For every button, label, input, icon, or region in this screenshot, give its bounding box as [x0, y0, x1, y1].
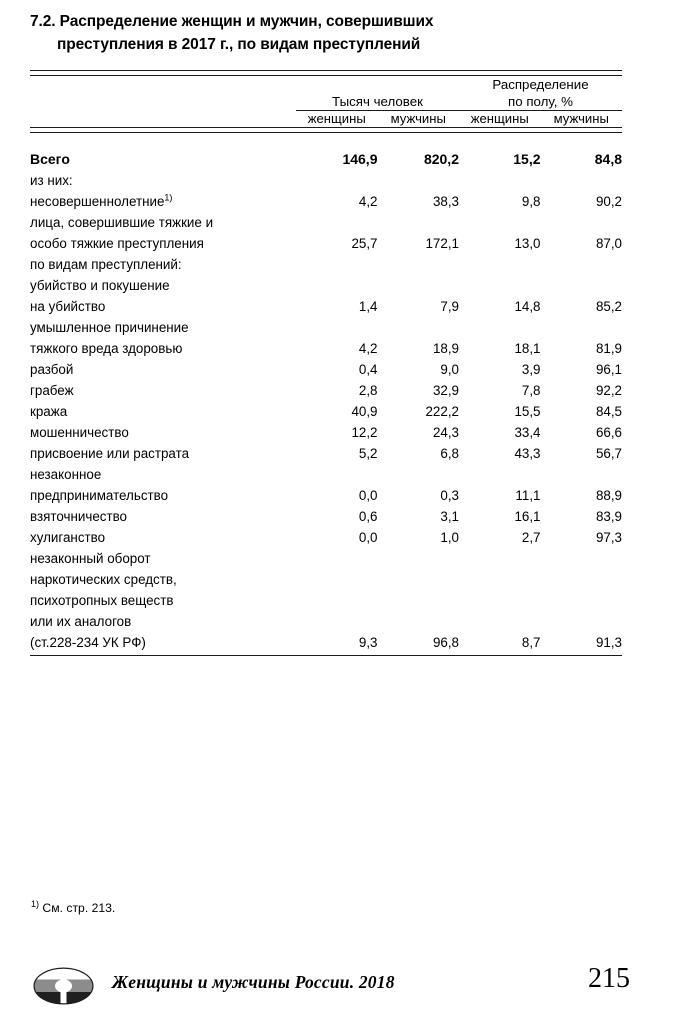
- row-value-1: 146,9: [342, 151, 378, 167]
- header-sub-women-percent: женщины: [470, 111, 529, 126]
- page-title: [30, 10, 630, 56]
- row-value-4: 81,9: [595, 341, 622, 356]
- row-label: незаконное предпринимательство: [30, 467, 169, 503]
- row-value-4: 87,0: [595, 236, 622, 251]
- row-value-2: 222,2: [425, 404, 459, 419]
- row-value-3: 33,4: [514, 425, 541, 440]
- header-group-distribution-line-1: Распределение: [492, 77, 589, 92]
- row-value-2: 24,3: [432, 425, 459, 440]
- row-value-4: 66,6: [595, 425, 622, 440]
- header-sub-blank: [30, 111, 296, 128]
- header-sub-men-percent: мужчины: [553, 111, 609, 126]
- row-value-3: 18,1: [514, 341, 541, 356]
- row-label: взяточничество: [30, 509, 128, 524]
- rosstat-logo-icon: [33, 967, 94, 1005]
- table-row: [30, 548, 622, 656]
- table-row: [30, 359, 622, 380]
- row-value-4: 84,8: [594, 151, 622, 167]
- table-row: [30, 254, 622, 275]
- page-title-line-1: 7.2. Распределение женщин и мужчин, совершивших: [30, 13, 434, 30]
- row-value-1: 4,2: [358, 194, 378, 209]
- row-value-3: 43,3: [514, 446, 541, 461]
- row-value-2: 18,9: [432, 341, 459, 356]
- row-value-1: 40,9: [351, 404, 378, 419]
- statistics-table-container: [30, 70, 622, 657]
- row-value-3: 9,8: [521, 194, 541, 209]
- table-header-sub-row: [30, 111, 622, 128]
- row-value-4: 97,3: [595, 530, 622, 545]
- footnote: [31, 900, 115, 916]
- row-value-4: 90,2: [595, 194, 622, 209]
- row-value-3: 3,9: [521, 362, 541, 377]
- row-value-4: 85,2: [595, 299, 622, 314]
- table-row: [30, 443, 622, 464]
- row-value-1: 2,8: [358, 383, 378, 398]
- row-value-3: 15,2: [513, 151, 541, 167]
- row-value-4: 83,9: [595, 509, 622, 524]
- table-header: [30, 71, 622, 133]
- table-row: [30, 422, 622, 443]
- footnote-marker: 1): [31, 898, 40, 909]
- row-value-1: 0,0: [358, 530, 378, 545]
- row-label: по видам преступлений:: [30, 257, 182, 272]
- row-label: кража: [30, 404, 68, 419]
- row-value-2: [378, 254, 460, 275]
- row-label-superscript: 1): [164, 192, 173, 203]
- row-value-4: 91,3: [595, 635, 622, 650]
- row-label: хулиганство: [30, 530, 106, 545]
- table-row: [30, 191, 622, 212]
- statistics-table: [30, 70, 622, 657]
- row-label: убийство и покушение на убийство: [30, 278, 170, 314]
- row-value-3: 13,0: [514, 236, 541, 251]
- row-value-3: 16,1: [514, 509, 541, 524]
- row-value-3: 2,7: [521, 530, 541, 545]
- row-value-2: 7,9: [440, 299, 459, 314]
- row-value-1: 4,2: [358, 341, 378, 356]
- header-sub-women-thousands: женщины: [307, 111, 366, 126]
- table-row: [30, 506, 622, 527]
- row-value-4: 88,9: [595, 488, 622, 503]
- row-value-1: 0,6: [358, 509, 378, 524]
- row-value-1: 0,4: [358, 362, 378, 377]
- row-label: умышленное причинение тяжкого вреда здоровью: [30, 320, 189, 356]
- row-value-1: 1,4: [358, 299, 378, 314]
- table-body: [30, 133, 622, 656]
- table-row: [30, 212, 622, 254]
- row-value-4: 96,1: [595, 362, 622, 377]
- row-label: лица, совершившие тяжкие и особо тяжкие преступления: [30, 215, 214, 251]
- row-value-3: [459, 254, 541, 275]
- row-value-1: 9,3: [358, 635, 378, 650]
- row-label: незаконный оборот наркотических средств, психотропных веществ или их аналогов (ст.228-234 УК РФ): [30, 551, 177, 650]
- row-value-1: [296, 170, 378, 191]
- footer-publication-title: Женщины и мужчины России. 2018: [112, 972, 395, 992]
- row-value-2: [378, 170, 460, 191]
- page-footer: [0, 962, 685, 1012]
- footnote-text: См. стр. 213.: [42, 901, 116, 915]
- row-value-2: 9,0: [440, 362, 459, 377]
- table-row: [30, 464, 622, 506]
- row-value-2: 32,9: [432, 383, 459, 398]
- row-value-4: 56,7: [595, 446, 622, 461]
- row-value-3: 11,1: [515, 488, 541, 503]
- row-value-1: 5,2: [358, 446, 378, 461]
- header-corner-blank: [30, 76, 296, 111]
- page-number: 215: [588, 963, 630, 994]
- table-row: [30, 275, 622, 317]
- row-value-2: 6,8: [440, 446, 459, 461]
- table-row: [30, 317, 622, 359]
- row-value-3: 14,8: [514, 299, 541, 314]
- row-value-4: 84,5: [595, 404, 622, 419]
- row-value-3: 8,7: [521, 635, 541, 650]
- header-group-distribution-line-2: по полу, %: [508, 94, 573, 109]
- row-value-3: 7,8: [521, 383, 541, 398]
- row-value-3: [459, 170, 541, 191]
- header-group-thousands: Тысяч человек: [296, 76, 459, 111]
- row-value-2: 0,3: [440, 488, 459, 503]
- row-label: Всего: [30, 151, 70, 167]
- table-header-group-row: [30, 76, 622, 111]
- row-value-1: 0,0: [358, 488, 378, 503]
- row-value-4: [541, 170, 623, 191]
- row-value-1: 25,7: [351, 236, 378, 251]
- row-value-4: 92,2: [595, 383, 622, 398]
- row-label: присвоение или растрата: [30, 446, 190, 461]
- row-value-1: [296, 254, 378, 275]
- row-value-2: 172,1: [425, 236, 459, 251]
- row-value-2: 3,1: [440, 509, 459, 524]
- row-value-2: 1,0: [440, 530, 459, 545]
- table-row: [30, 527, 622, 548]
- row-label: грабеж: [30, 383, 74, 398]
- header-group-distribution: [459, 76, 622, 111]
- row-label: мошенничество: [30, 425, 129, 440]
- row-value-2: 96,8: [432, 635, 459, 650]
- row-value-2: 820,2: [423, 151, 459, 167]
- row-value-1: 12,2: [351, 425, 378, 440]
- header-sub-men-thousands: мужчины: [390, 111, 446, 126]
- page-title-line-2: преступления в 2017 г., по видам преступлений: [57, 36, 421, 53]
- table-row: [30, 380, 622, 401]
- table-footer: [30, 656, 622, 658]
- table-row: [30, 170, 622, 191]
- table-bottom-rule: [30, 656, 622, 658]
- row-label: из них:: [30, 173, 73, 188]
- table-row: [30, 401, 622, 422]
- row-value-3: 15,5: [514, 404, 541, 419]
- row-label: разбой: [30, 362, 74, 377]
- row-value-2: 38,3: [432, 194, 459, 209]
- row-label: несовершеннолетние$^{1)}$: [30, 192, 173, 209]
- row-value-4: [541, 254, 623, 275]
- table-row: [30, 133, 622, 171]
